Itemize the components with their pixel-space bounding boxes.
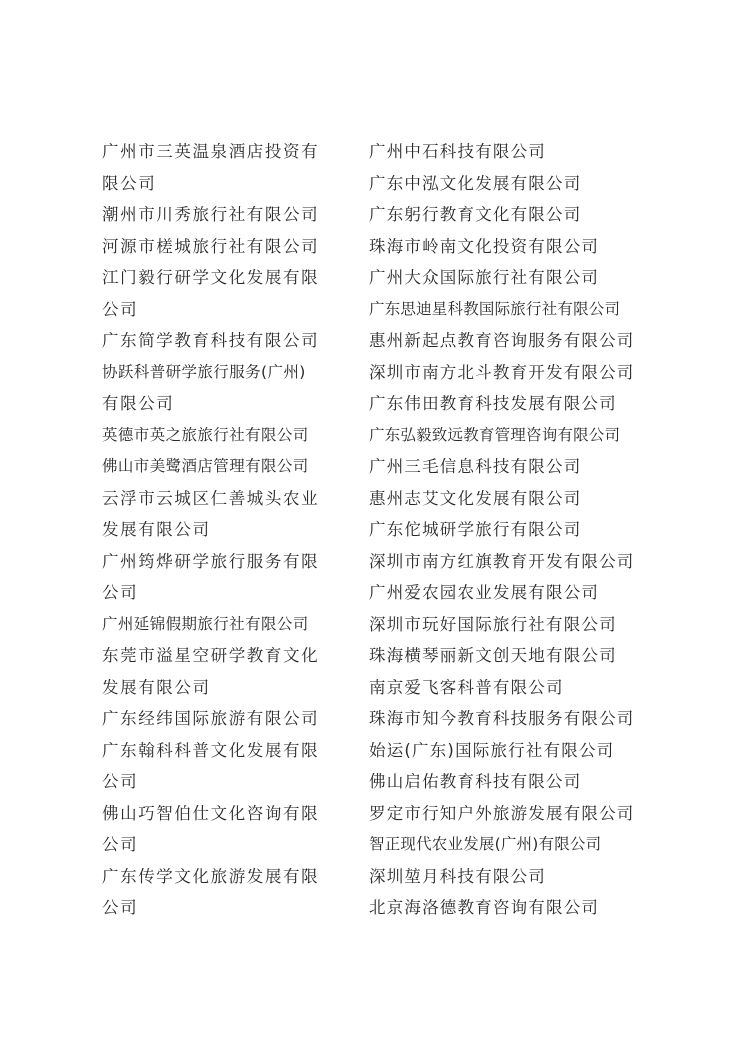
- list-item: 广州中石科技有限公司: [369, 142, 546, 161]
- list-item: 协跃科普研学旅行服务(广州): [102, 362, 306, 381]
- list-item: 英德市英之旅旅行社有限公司: [102, 425, 309, 444]
- list-item: 广州三毛信息科技有限公司: [369, 457, 582, 476]
- list-item: 发展有限公司: [102, 520, 211, 539]
- list-item: 广东翰科科普文化发展有限: [102, 740, 320, 760]
- list-item: 珠海市知今教育科技服务有限公司: [369, 709, 635, 728]
- list-item: 珠海市岭南文化投资有限公司: [369, 236, 600, 256]
- list-item: 广东经纬国际旅游有限公司: [102, 709, 320, 728]
- list-item: 广州大众国际旅行社有限公司: [369, 268, 600, 287]
- list-item: 发展有限公司: [102, 677, 211, 697]
- list-item: 智正现代农业发展(广州)有限公司: [369, 835, 602, 853]
- list-item: 广东躬行教育文化有限公司: [369, 205, 582, 224]
- list-item: 珠海横琴丽新文创天地有限公司: [369, 646, 617, 665]
- list-item: 江门毅行研学文化发展有限: [102, 268, 320, 287]
- list-item: 广东中泓文化发展有限公司: [369, 173, 582, 193]
- list-item: 广东简学教育科技有限公司: [102, 331, 320, 350]
- list-item: 北京海洛德教育咨询有限公司: [369, 898, 600, 917]
- list-item: 广州筠烨研学旅行服务有限: [102, 551, 320, 571]
- list-item: 惠州志艾文化发展有限公司: [369, 488, 582, 508]
- list-item: 广东传学文化旅游发展有限: [102, 866, 320, 886]
- right-company-list: [369, 136, 659, 924]
- list-item: 公司: [102, 772, 139, 791]
- list-item: 深圳市南方红旗教育开发有限公司: [369, 551, 635, 571]
- list-item: 深圳市南方北斗教育开发有限公司: [369, 362, 635, 382]
- list-item: 广东思迪星科教国际旅行社有限公司: [369, 299, 621, 318]
- list-item: 佛山启佑教育科技有限公司: [369, 772, 582, 791]
- list-item: 广东佗城研学旅行有限公司: [369, 520, 582, 539]
- list-item: 佛山市美鹭酒店管理有限公司: [102, 457, 309, 475]
- list-item: 深圳堃月科技有限公司: [369, 866, 546, 886]
- left-company-list: [102, 136, 350, 924]
- list-item: 始运(广东)国际旅行社有限公司: [369, 740, 615, 760]
- list-item: 东莞市溢星空研学教育文化: [102, 646, 320, 665]
- list-item: 公司: [102, 299, 139, 319]
- list-item: 佛山巧智伯仕文化咨询有限: [102, 803, 320, 823]
- list-item: 公司: [102, 583, 139, 602]
- list-item: 公司: [102, 835, 139, 854]
- list-item: 广州市三英温泉酒店投资有: [102, 142, 320, 161]
- list-item: 惠州新起点教育咨询服务有限公司: [369, 331, 635, 350]
- list-item: 广东弘毅致远教育管理咨询有限公司: [369, 425, 621, 444]
- list-item: 有限公司: [102, 394, 175, 413]
- list-item: 罗定市行知户外旅游发展有限公司: [369, 803, 635, 823]
- list-item: 潮州市川秀旅行社有限公司: [102, 205, 320, 224]
- list-item: 广州延锦假期旅行社有限公司: [102, 614, 309, 633]
- list-item: 广州爱农园农业发展有限公司: [369, 583, 600, 602]
- list-item: 河源市槎城旅行社有限公司: [102, 236, 320, 256]
- list-item: 深圳市玩好国际旅行社有限公司: [369, 614, 617, 634]
- list-item: 公司: [102, 898, 139, 917]
- list-item: 云浮市云城区仁善城头农业: [102, 488, 320, 508]
- list-item: 限公司: [102, 173, 157, 193]
- list-item: 南京爱飞客科普有限公司: [369, 677, 564, 697]
- list-item: 广东伟田教育科技发展有限公司: [369, 394, 617, 413]
